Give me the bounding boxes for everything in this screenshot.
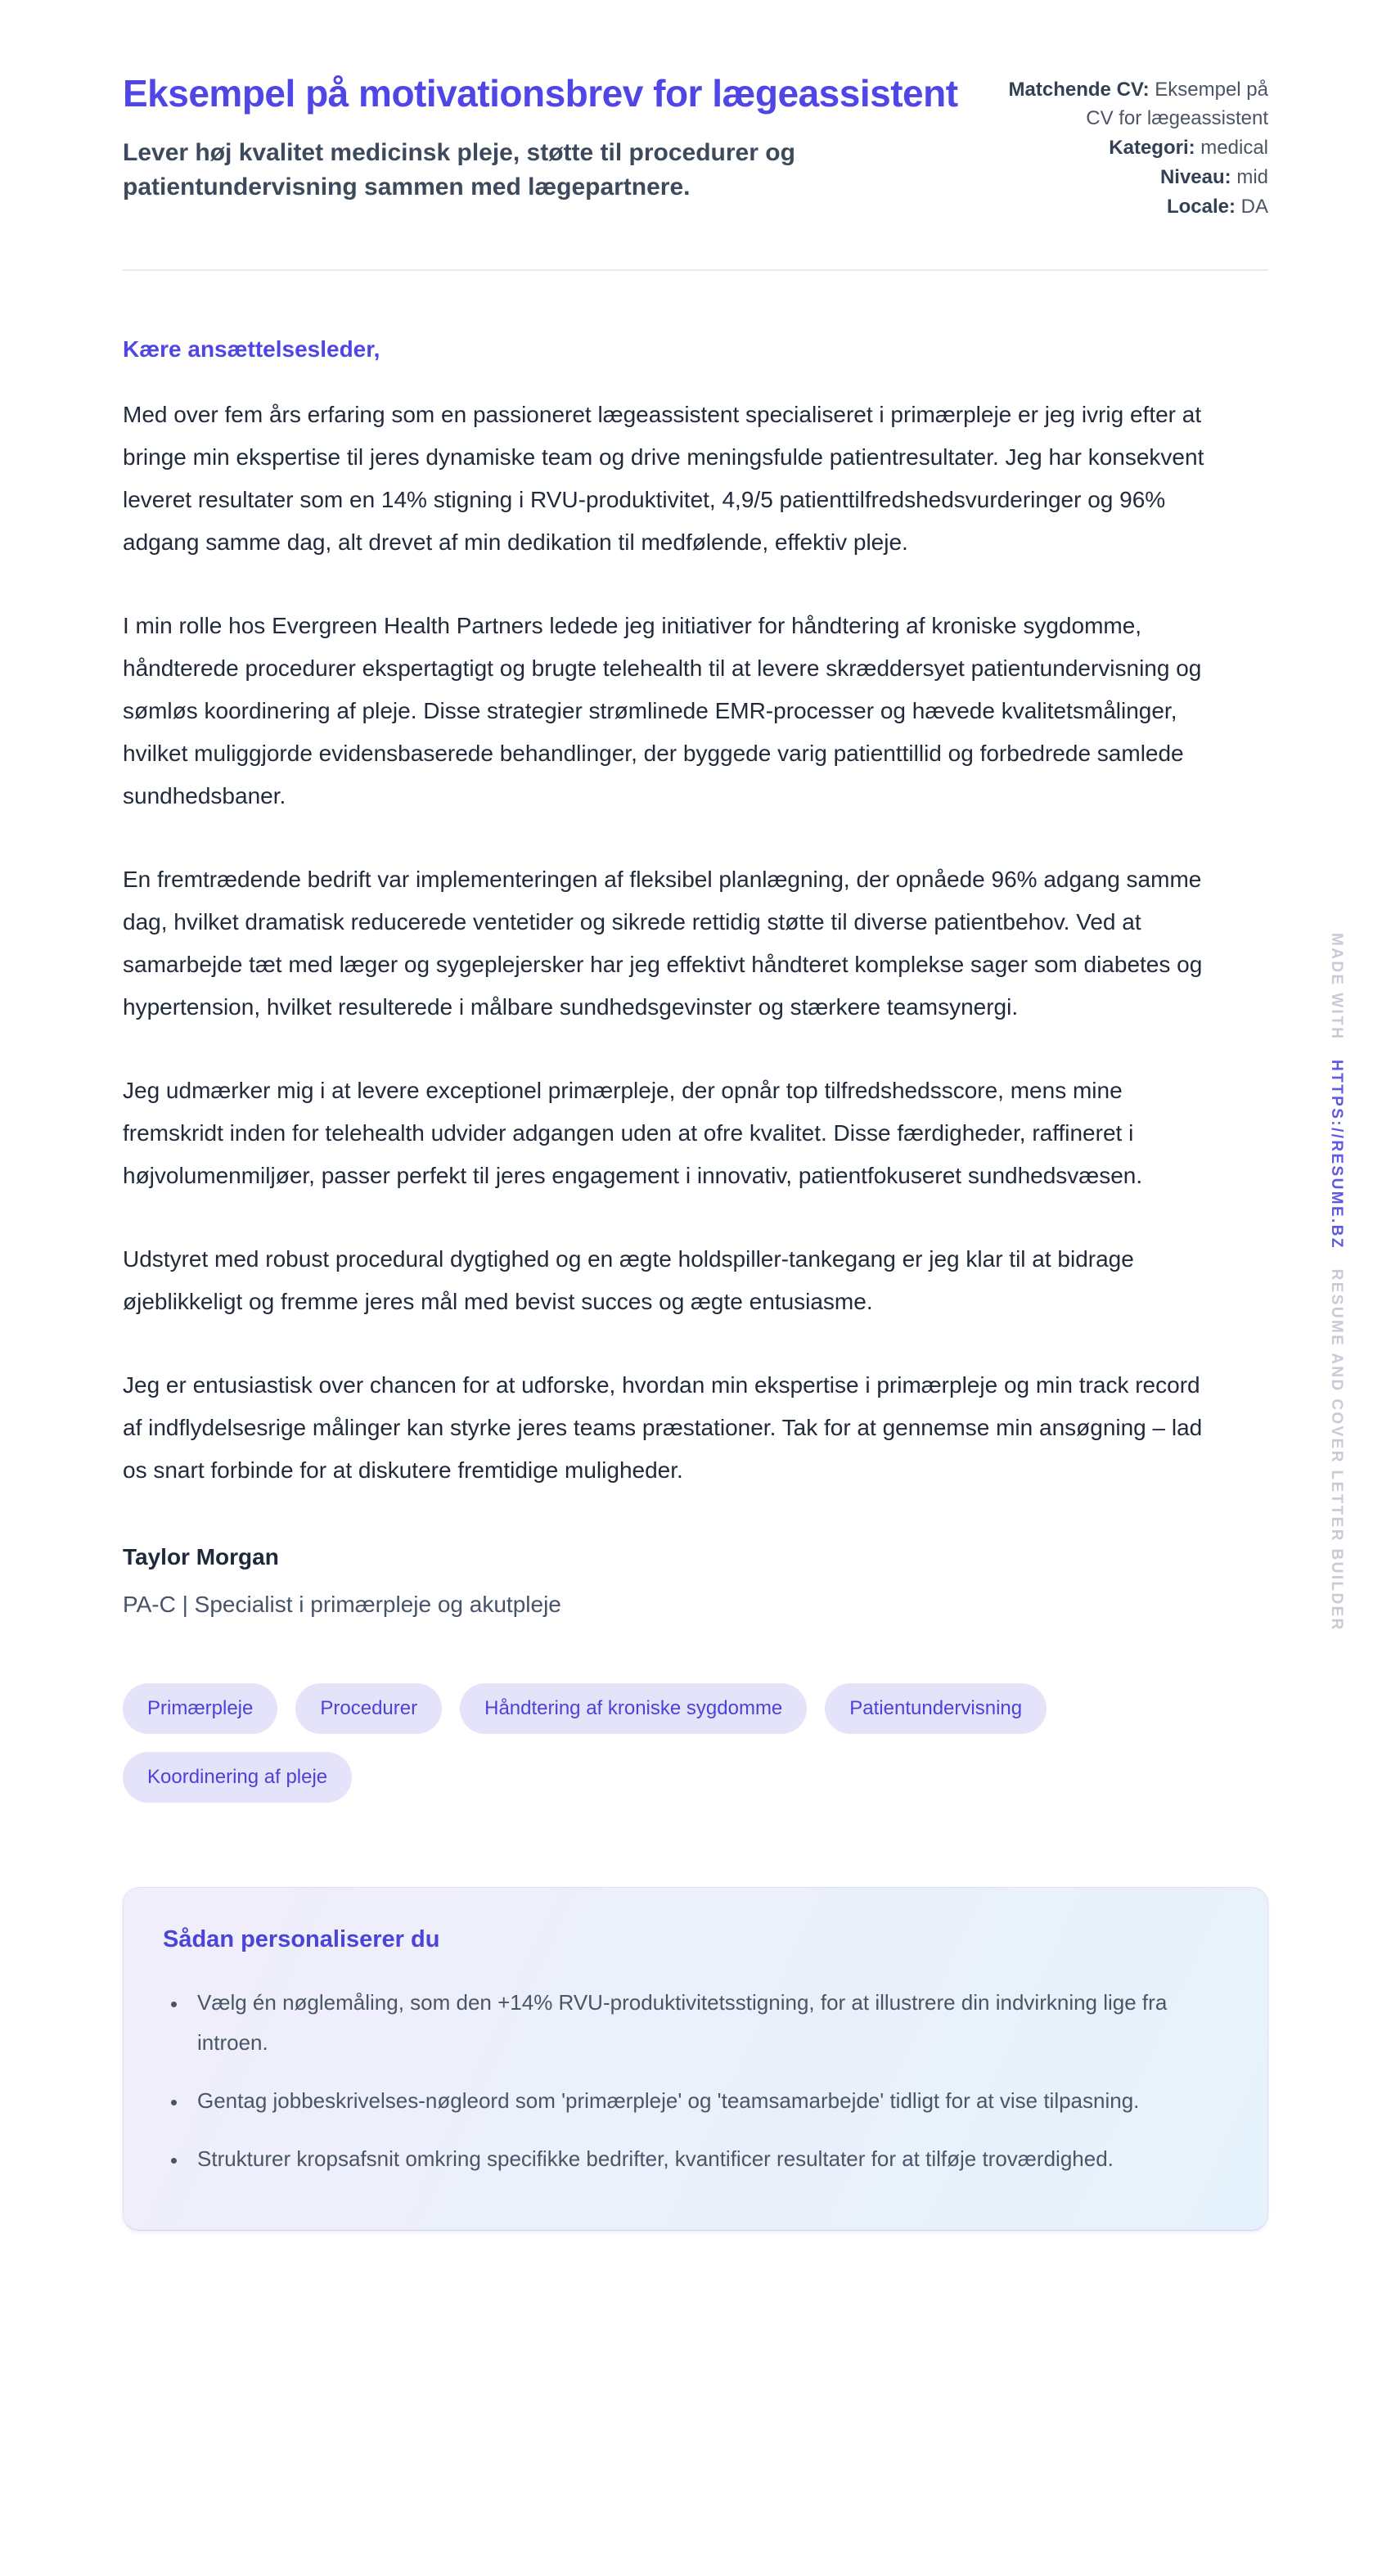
watermark-prefix: MADE WITH bbox=[1328, 933, 1345, 1041]
tag-pill-primaerpleje[interactable]: Primærpleje bbox=[123, 1683, 277, 1734]
tips-list bbox=[163, 1983, 1228, 2179]
letter-paragraph: En fremtrædende bedrift var implementeringen af fleksibel planlægning, der opnåede 96% adgang samme dag, hvilket dramatisk reducerede ventetider og sikrede rettidig støtte til diverse patientbehov. Ved at samarbejde tæt med læger og sygeplejersker har jeg effektivt håndteret komplekse sager som diabetes og hypertension, hvilket resulterede i målbare sundhedsgevinster og stærkere teamsynergi. bbox=[123, 867, 1203, 1020]
letter-paragraph: Jeg er entusiastisk over chancen for at udforske, hvordan min ekspertise i primærpleje og min track record af indflydelsesrige målinger kan styrke jeres teams præstationer. Tak for at gennemse min ansøgning – lad os snart forbinde for at diskutere fremtidige muligheder. bbox=[123, 1372, 1203, 1483]
signature-name: Taylor Morgan bbox=[123, 1544, 279, 1569]
letter-body bbox=[123, 328, 1211, 1626]
signature-role: PA-C | Specialist i primærpleje og akutpleje bbox=[123, 1592, 561, 1617]
tag-pill-procedurer[interactable]: Procedurer bbox=[295, 1683, 442, 1734]
content-container bbox=[123, 0, 1268, 2313]
watermark-link[interactable]: HTTPS://RESUME.BZ bbox=[1328, 1060, 1345, 1250]
letter-greeting: Kære ansættelsesleder, bbox=[123, 336, 380, 362]
meta-category-value: medical bbox=[1200, 137, 1268, 159]
tag-pill-patientundervisning[interactable]: Patientundervisning bbox=[825, 1683, 1047, 1734]
watermark bbox=[1327, 933, 1345, 1632]
meta-level bbox=[998, 163, 1268, 191]
page-subtitle: Lever høj kvalitet medicinsk pleje, støtte til procedurer og patientundervisning sammen med lægepartnere. bbox=[123, 139, 795, 201]
signature-block bbox=[123, 1536, 1211, 1626]
header-title-block bbox=[123, 70, 966, 205]
letter-paragraph: Udstyret med robust procedural dygtighed og en ægte holdspiller-tankegang er jeg klar til at bidrage øjeblikkeligt og fremme jeres mål med bevist succes og ægte entusiasme. bbox=[123, 1246, 1134, 1314]
meta-category bbox=[998, 133, 1268, 162]
meta-matching-cv-label: Matchende CV: bbox=[1008, 79, 1150, 101]
watermark-suffix: RESUME AND COVER LETTER BUILDER bbox=[1328, 1268, 1345, 1632]
letter-paragraph: Med over fem års erfaring som en passioneret lægeassistent specialiseret i primærpleje er jeg ivrig efter at bringe min ekspertise til jeres dynamiske team og drive meningsfulde patientresultater. Jeg har konsekvent leveret resultater som en 14% stigning i RVU-produktivitet, 4,9/5 patienttilfredshedsvurderinger og 96% adgang samme dag, alt drevet af min dedikation til medfølende, effektiv pleje. bbox=[123, 402, 1204, 555]
letter-paragraph: Jeg udmærker mig i at levere exceptionel primærpleje, der opnår top tilfredshedsscore, mens mine fremskridt inden for telehealth udvider adgangen uden at ofre kvalitet. Disse færdigheder, raffineret i højvolumenmiljøer, passer perfekt til jeres engagement i innovativ, patientfokuseret sundhedsvæsen. bbox=[123, 1078, 1143, 1188]
personalization-tips-card bbox=[123, 1887, 1268, 2231]
meta-locale-value: DA bbox=[1240, 196, 1268, 218]
meta-level-value: mid bbox=[1236, 166, 1268, 188]
letter-paragraph: I min rolle hos Evergreen Health Partners ledede jeg initiativer for håndtering af kroniske sygdomme, håndterede procedurer ekspertagtigt og brugte telehealth til at levere skræddersyet patientundervisning og sømløs koordinering af pleje. Disse strategier strømlinede EMR-processer og hævede kvalitetsmålinger, hvilket muliggjorde evidensbaserede behandlinger, der byggede varig patienttillid og forbedrede samlede sundhedsbaner. bbox=[123, 613, 1202, 808]
meta-matching-cv-value: Eksempel på CV for lægeassistent bbox=[1086, 79, 1268, 129]
meta-locale bbox=[998, 192, 1268, 221]
meta-panel bbox=[998, 70, 1268, 222]
tip-item: • Vælg én nøglemåling, som den +14% RVU-produktivitetsstigning, for at illustrere din indvirkning lige fra introen. bbox=[187, 1983, 1169, 2063]
tips-title: Sådan personaliserer du bbox=[163, 1926, 440, 1952]
header-divider bbox=[123, 269, 1268, 271]
tag-pill-koordinering[interactable]: Koordinering af pleje bbox=[123, 1752, 352, 1803]
page-title: Eksempel på motivationsbrev for lægeassistent bbox=[123, 72, 958, 115]
tip-item: • Gentag jobbeskrivelses-nøgleord som 'primærpleje' og 'teamsamarbejde' tidligt for at vise tilpasning. bbox=[187, 2081, 1169, 2121]
meta-category-label: Kategori: bbox=[1109, 137, 1195, 159]
page-header bbox=[123, 70, 1268, 222]
tip-item: • Strukturer kropsafsnit omkring specifikke bedrifter, kvantificer resultater for at tilføje troværdighed. bbox=[187, 2139, 1169, 2179]
tag-pill-kroniske-sygdomme[interactable]: Håndtering af kroniske sygdomme bbox=[460, 1683, 807, 1734]
meta-level-label: Niveau: bbox=[1159, 166, 1231, 188]
tag-list bbox=[123, 1683, 1219, 1803]
meta-locale-label: Locale: bbox=[1166, 196, 1236, 218]
meta-matching-cv bbox=[998, 75, 1268, 133]
